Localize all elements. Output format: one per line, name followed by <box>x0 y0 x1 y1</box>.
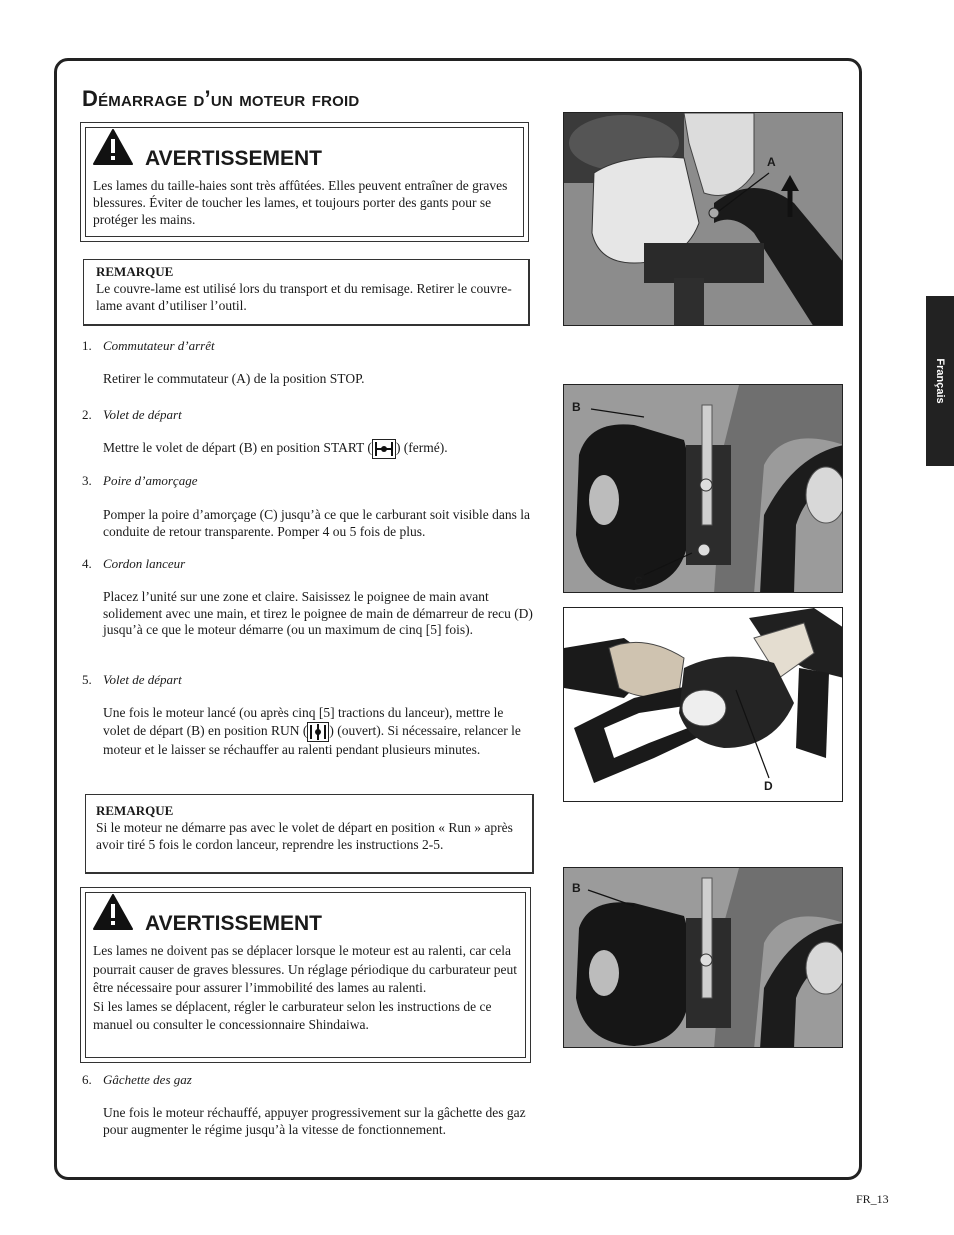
photo-label-a: A <box>767 155 776 169</box>
note-box-2 <box>85 794 534 874</box>
warning-text-2-para-2: Si les lames se déplacent, régler le carburateur selon les instructions de ce manuel ou consulter le concessionnaire Shindaiwa. <box>93 998 492 1032</box>
step-title-4: Cordon lanceur <box>103 556 186 571</box>
page-number: FR_13 <box>856 1192 889 1206</box>
warning-text-2 <box>93 942 522 1035</box>
step-body-5-pre: Une fois le moteur lancé (ou après cinq [5] tractions du lanceur), mettre le volet de départ (B) en position RUN ( <box>103 705 504 738</box>
language-side-tab-label: Français <box>934 358 946 404</box>
step-body-5 <box>103 705 533 758</box>
step-body-2-post: ) (fermé). <box>395 440 448 456</box>
step-body-1: Retirer le commutateur (A) de la position STOP. <box>103 371 365 386</box>
photo-label-b2: B <box>572 881 581 895</box>
step-body-4: Placez l’unité sur une zone et claire. Saisissez le poignee de main avant solidement avec une main, et tirez le poignee de main de démarreur de recu (D) jusqu’à ce que le moteur démarre (ou un maximum de cinq [5] fois). <box>103 589 533 637</box>
warning-text-2-para-1: Les lames ne doivent pas se déplacer lorsque le moteur est au ralenti, car cela pourrait causer de graves blessures. Un réglage périodique du carburateur peut être nécessaire pour assurer l’immobilité des lames au ralenti. <box>93 943 517 995</box>
step-title-6: Gâchette des gaz <box>103 1072 192 1087</box>
step-number-4: 4. <box>82 556 92 571</box>
note-box-1 <box>83 259 530 326</box>
photo-stop-switch <box>563 112 843 326</box>
warning-header-1 <box>93 129 322 170</box>
step-number-2: 2. <box>82 407 92 422</box>
step-body-2-pre: Mettre le volet de départ (B) en position START ( <box>103 440 372 456</box>
note-text-1: Le couvre-lame est utilisé lors du transport et du remisage. Retirer le couvre-lame avant d’utiliser l’outil. <box>96 281 512 313</box>
warning-triangle-icon <box>93 129 133 165</box>
choke-open-icon <box>307 722 329 742</box>
step-body-6: Une fois le moteur réchauffé, appuyer progressivement sur la gâchette des gaz pour augmenter le régime jusqu’à la vitesse de fonctionnement. <box>103 1105 526 1137</box>
choke-closed-icon <box>372 439 396 459</box>
step-title-2: Volet de départ <box>103 407 182 422</box>
step-number-5: 5. <box>82 672 92 687</box>
photo-label-d: D <box>764 779 773 793</box>
photo-starter-rope <box>563 607 843 802</box>
photo-label-b1: B <box>572 400 581 414</box>
photo-choke-run <box>563 867 843 1048</box>
warning-triangle-icon <box>93 894 133 930</box>
note-heading-2: REMARQUE <box>96 803 174 818</box>
step-title-3: Poire d’amorçage <box>103 473 198 488</box>
warning-header-2 <box>93 894 322 935</box>
language-side-tab <box>926 296 954 466</box>
warning-text-1: Les lames du taille-haies sont très affûtées. Elles peuvent entraîner de graves blessures. Éviter de toucher les lames, et toujours porter des gants pour se protéger les mains. <box>93 178 508 227</box>
step-body-3: Pomper la poire d’amorçage (C) jusqu’à ce que le carburant soit visible dans la conduite de retour transparente. Pomper 4 ou 5 fois de plus. <box>103 507 530 539</box>
step-number-1: 1. <box>82 338 92 353</box>
photo-choke-primer <box>563 384 843 593</box>
step-title-1: Commutateur d’arrêt <box>103 338 215 353</box>
step-body-5-post: ) (ouvert). Si nécessaire, relancer le moteur et le laisser se réchauffer au ralenti pendant plusieurs minutes. <box>103 722 521 757</box>
step-title-5: Volet de départ <box>103 672 182 687</box>
page-title: Démarrage d’un moteur froid <box>82 86 360 111</box>
photo-label-c: C <box>634 574 643 588</box>
note-heading-1: REMARQUE <box>96 264 174 279</box>
step-number-6: 6. <box>82 1072 92 1087</box>
step-number-3: 3. <box>82 473 92 488</box>
step-body-2 <box>103 439 533 459</box>
note-text-2: Si le moteur ne démarre pas avec le volet de départ en position « Run » après avoir tiré 5 fois le cordon lanceur, reprendre les instructions 2-5. <box>96 820 513 852</box>
warning-title-2: AVERTISSEMENT <box>145 912 322 935</box>
warning-box-2 <box>80 887 531 1063</box>
warning-title-1: AVERTISSEMENT <box>145 147 322 170</box>
warning-box-1 <box>80 122 529 242</box>
